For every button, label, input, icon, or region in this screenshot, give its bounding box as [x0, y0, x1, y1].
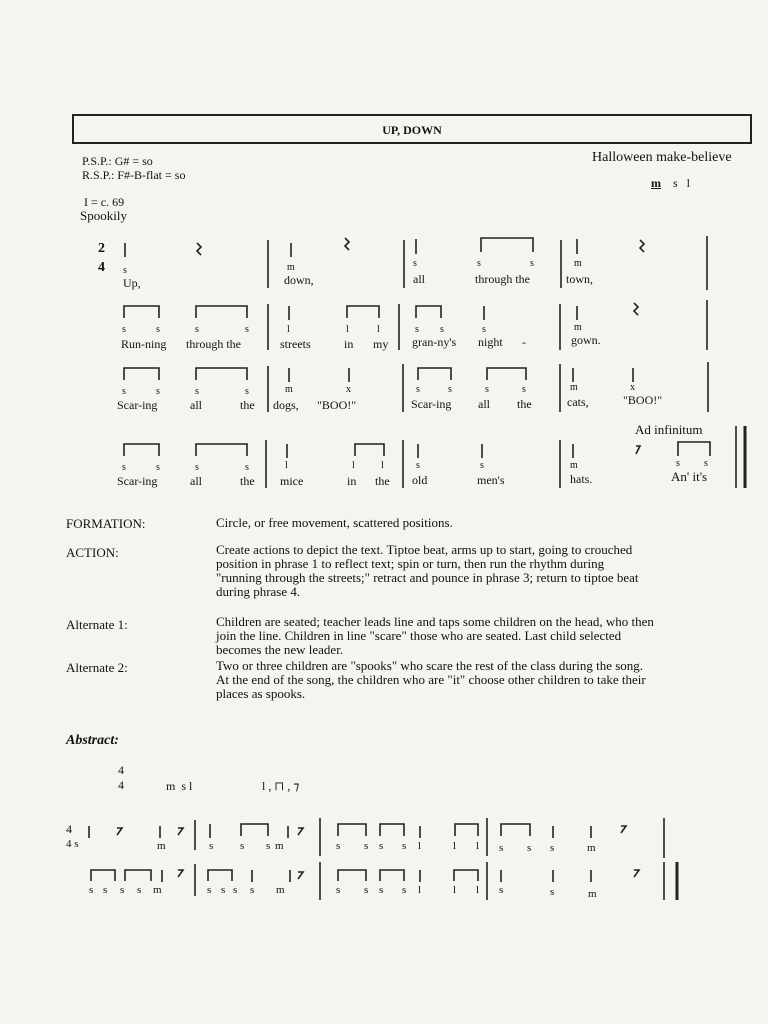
solfa: m — [574, 322, 582, 333]
abstract-tones: m s l — [166, 779, 193, 793]
quarter-note-icon: I — [84, 195, 88, 209]
lyric: - — [522, 335, 526, 349]
solfa: s — [364, 840, 369, 852]
ad-infinitum-label: Ad infinitum — [635, 422, 703, 437]
solfa: s — [477, 258, 481, 269]
action-label: ACTION: — [66, 545, 119, 560]
alt2-line: At the end of the song, the children who are "it" choose other children to take their — [216, 672, 646, 687]
lyric: in — [344, 337, 354, 351]
lyric: "BOO!" — [317, 398, 357, 412]
action-line: during phrase 4. — [216, 584, 301, 599]
solfa: s — [480, 460, 484, 471]
lyric: Scar-ing — [411, 397, 452, 411]
lyric: town, — [566, 272, 593, 286]
solfa: s — [209, 840, 214, 852]
song-title: UP, DOWN — [72, 114, 752, 144]
beam — [196, 306, 247, 318]
lyric: An' it's — [671, 469, 708, 484]
solfa: m — [570, 460, 578, 471]
lyric: in — [347, 474, 357, 488]
lyric: "BOO!" — [623, 393, 663, 407]
lyric: the — [517, 397, 532, 411]
lyric: gran-ny's — [412, 335, 457, 349]
abstract-rhythms: l , ⊓ , ⁊ — [262, 779, 300, 793]
psp-label: P.S.P.: G# = so — [82, 154, 153, 168]
solfa: s — [336, 884, 341, 896]
solfa: s — [485, 384, 489, 395]
lyric: through the — [475, 272, 530, 286]
solfa: s — [336, 840, 341, 852]
lyric: gown. — [571, 333, 601, 347]
solfa: s — [195, 386, 199, 397]
solfa: l — [418, 840, 422, 852]
time-sig-top: 2 — [98, 241, 105, 256]
solfa: s — [440, 324, 444, 335]
lyric: cats, — [567, 395, 589, 409]
alternate-2-label: Alternate 2: — [66, 660, 128, 675]
solfa: s — [522, 384, 526, 395]
tempo-value: = c. 69 — [91, 195, 125, 209]
solfa: m — [276, 884, 285, 896]
lyric: men's — [477, 473, 505, 487]
solfa: s — [379, 884, 384, 896]
lyric: Scar-ing — [117, 474, 158, 488]
action-line: position in phrase 1 to reflect text; spin or turn, then run the rhythm during — [216, 556, 605, 571]
solfa: l — [352, 460, 355, 471]
rsp-label: R.S.P.: F#-B-flat = so — [82, 168, 186, 182]
lyric: Scar-ing — [117, 398, 158, 412]
tone-m: m — [651, 176, 661, 190]
lyric: all — [413, 272, 425, 286]
time-sig-bottom: 4 — [98, 260, 105, 275]
alternate-1-label: Alternate 1: — [66, 617, 128, 632]
solfa: m — [574, 258, 582, 269]
lyric: night — [478, 335, 503, 349]
solfa: s — [123, 265, 127, 276]
alt1-line: becomes the new leader. — [216, 642, 344, 657]
solfa: s — [240, 840, 245, 852]
lyric: the — [375, 474, 390, 488]
solfa: s — [499, 842, 504, 854]
alt1-line: join the line. Children in line "scare" those who are seated. Last child selected — [216, 628, 622, 643]
solfa: s — [415, 324, 419, 335]
solfa: s — [482, 324, 486, 335]
solfa: m — [570, 382, 578, 393]
alt2-line: Two or three children are "spooks" who scare the rest of the class during the song. — [216, 658, 644, 673]
solfa: s — [364, 884, 369, 896]
lyric: through the — [186, 337, 241, 351]
solfa: s — [195, 324, 199, 335]
formation-text: Circle, or free movement, scattered positions. — [216, 515, 453, 530]
solfa: s — [416, 460, 420, 471]
lyric: Up, — [123, 276, 141, 290]
solfa: s — [245, 324, 249, 335]
beam — [481, 238, 533, 252]
rest-icon — [636, 446, 640, 454]
solfa: s — [207, 884, 212, 896]
lyric: the — [240, 398, 255, 412]
solfa: m — [275, 840, 284, 852]
formation-label: FORMATION: — [66, 516, 146, 531]
solfa: s — [402, 840, 407, 852]
solfa: l — [418, 884, 422, 896]
alt2-line: places as spooks. — [216, 686, 306, 701]
solfa: l — [377, 324, 380, 335]
lyric: all — [190, 398, 202, 412]
solfa: s — [103, 884, 108, 896]
solfa: 4 s — [66, 838, 79, 850]
lyric: the — [240, 474, 255, 488]
solfa: x — [630, 382, 635, 393]
rest-icon — [117, 828, 122, 835]
rest-icon — [640, 240, 644, 252]
solfa: s — [137, 884, 142, 896]
alt1-line: Children are seated; teacher leads line and taps some children on the head, who then — [216, 614, 654, 629]
solfa: s — [704, 458, 708, 469]
lyric: hats. — [570, 472, 593, 486]
solfa: s — [221, 884, 226, 896]
lyric: streets — [280, 337, 311, 351]
solfa: m — [157, 840, 166, 852]
lyric: mice — [280, 474, 304, 488]
solfa: s — [402, 884, 407, 896]
solfa: s — [156, 386, 160, 397]
action-line: "running through the streets;" retract and pounce in phrase 3; return to tiptoe beat — [216, 570, 639, 585]
action-line: Create actions to depict the text. Tiptoe beat, arms up to start, going to crouched — [216, 542, 633, 557]
abstract-meter-top: 4 — [118, 763, 124, 777]
solfa: s — [250, 884, 255, 896]
lyric: my — [373, 337, 389, 351]
abstract-meter-bottom: 4 — [118, 778, 124, 792]
solfa: s — [122, 462, 126, 473]
solfa: m — [287, 262, 295, 273]
solfa: s — [499, 884, 504, 896]
tone-s: s — [673, 176, 678, 190]
solfa: s — [233, 884, 238, 896]
solfa: l — [453, 840, 457, 852]
solfa: s — [530, 258, 534, 269]
solfa: s — [245, 386, 249, 397]
solfa: s — [120, 884, 125, 896]
lyric: down, — [284, 273, 314, 287]
abstract-row1-meter: 4 — [66, 822, 72, 836]
rest-icon — [634, 303, 638, 315]
solfa: l — [285, 460, 288, 471]
tone-l: l — [686, 176, 691, 190]
lyric: old — [412, 473, 428, 487]
solfa: l — [453, 884, 457, 896]
abstract-heading: Abstract: — [66, 733, 119, 748]
lyric: all — [190, 474, 202, 488]
solfa: l — [287, 324, 290, 335]
solfa: s — [156, 324, 160, 335]
solfa: s — [266, 840, 271, 852]
solfa: m — [587, 842, 596, 854]
solfa: s — [676, 458, 680, 469]
solfa: s — [245, 462, 249, 473]
solfa: s — [448, 384, 452, 395]
solfa: m — [153, 884, 162, 896]
solfa: s — [413, 258, 417, 269]
mood-label: Spookily — [80, 208, 127, 223]
solfa: s — [416, 384, 420, 395]
rest-icon — [197, 243, 201, 255]
solfa: l — [381, 460, 384, 471]
solfa: s — [122, 386, 126, 397]
solfa: s — [195, 462, 199, 473]
solfa: m — [588, 888, 597, 900]
solfa: s — [89, 884, 94, 896]
lyric: Run-ning — [121, 337, 167, 351]
theme-label: Halloween make-believe — [592, 150, 732, 165]
solfa: l — [476, 884, 480, 896]
solfa: s — [156, 462, 160, 473]
beam — [124, 306, 159, 318]
solfa: s — [379, 840, 384, 852]
beam — [347, 306, 379, 318]
solfa: x — [346, 384, 351, 395]
solfa: s — [527, 842, 532, 854]
lyric: dogs, — [273, 398, 299, 412]
lyric: all — [478, 397, 490, 411]
solfa: s — [550, 886, 555, 898]
solfa: m — [285, 384, 293, 395]
solfa: s — [550, 842, 555, 854]
solfa: l — [476, 840, 480, 852]
rest-icon — [345, 238, 349, 250]
solfa: l — [346, 324, 349, 335]
solfa: s — [122, 324, 126, 335]
